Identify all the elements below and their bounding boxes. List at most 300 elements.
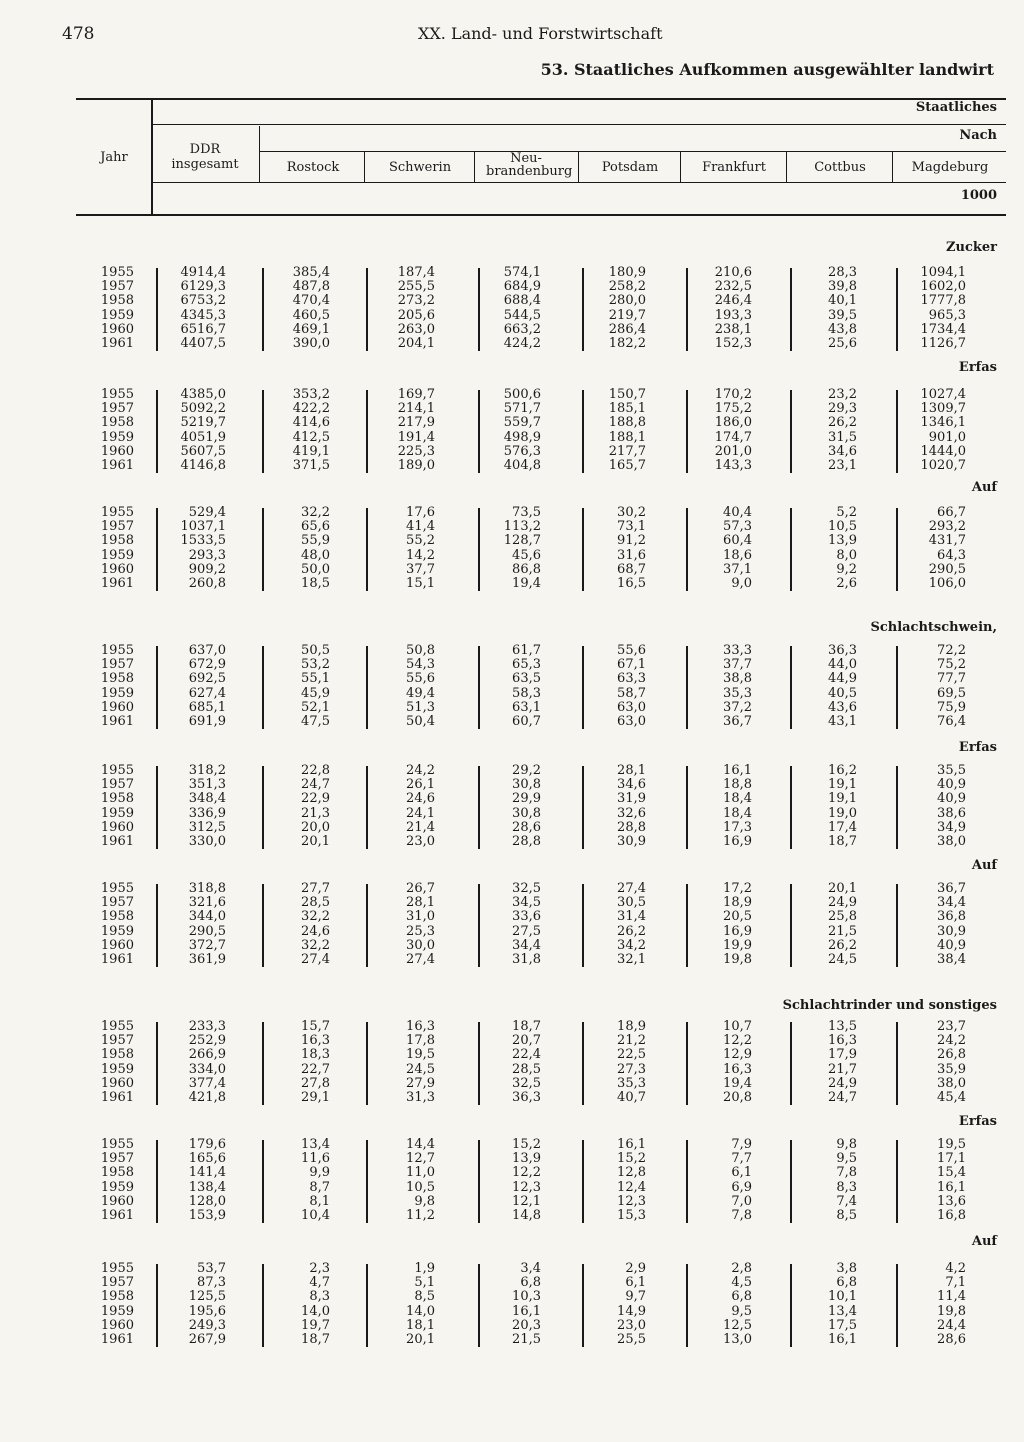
row-value: 11,6 — [301, 1151, 330, 1166]
row-value: 17,2 — [723, 881, 752, 896]
row-value: 348,4 — [188, 791, 226, 806]
row-value: 17,9 — [828, 1047, 857, 1062]
row-value: 16,9 — [723, 834, 752, 849]
row-value: 14,9 — [617, 1304, 646, 1319]
table-row — [0, 1063, 1024, 1077]
table-row — [0, 835, 1024, 849]
row-value: 318,2 — [188, 763, 226, 778]
row-value: 255,5 — [397, 279, 435, 294]
row-value: 8,3 — [836, 1180, 857, 1195]
row-year: 1958 — [100, 909, 134, 924]
row-value: 47,5 — [301, 714, 330, 729]
row-value: 24,5 — [828, 952, 857, 967]
table-row — [0, 1077, 1024, 1091]
row-value: 40,4 — [723, 505, 752, 520]
header-nach: Nach — [959, 128, 997, 143]
row-value: 174,7 — [714, 430, 752, 445]
row-year: 1960 — [100, 562, 134, 577]
section-title: Schlachtschwein, — [870, 620, 997, 635]
row-value: 22,9 — [301, 791, 330, 806]
row-value: 179,6 — [188, 1137, 226, 1152]
row-year: 1957 — [100, 1033, 134, 1048]
row-value: 663,2 — [503, 322, 541, 337]
row-value: 113,2 — [503, 519, 541, 534]
row-value: 18,8 — [723, 777, 752, 792]
table-row — [0, 309, 1024, 323]
row-value: 36,7 — [937, 881, 966, 896]
row-value: 28,8 — [512, 834, 541, 849]
row-value: 3,8 — [836, 1261, 857, 1276]
row-value: 38,0 — [937, 834, 966, 849]
row-value: 1037,1 — [180, 519, 226, 534]
table-row — [0, 388, 1024, 402]
row-value: 330,0 — [188, 834, 226, 849]
row-value: 15,1 — [406, 576, 435, 591]
row-value: 20,5 — [723, 909, 752, 924]
row-value: 13,9 — [828, 533, 857, 548]
row-value: 4345,3 — [180, 308, 226, 323]
row-value: 9,8 — [414, 1194, 435, 1209]
row-value: 293,2 — [928, 519, 966, 534]
row-value: 16,8 — [937, 1208, 966, 1223]
row-value: 69,5 — [937, 686, 966, 701]
row-value: 40,9 — [937, 938, 966, 953]
row-value: 20,1 — [301, 834, 330, 849]
row-value: 16,2 — [828, 763, 857, 778]
row-value: 18,3 — [301, 1047, 330, 1062]
row-year: 1955 — [100, 881, 134, 896]
row-value: 909,2 — [188, 562, 226, 577]
table-title: 53. Staatliches Aufkommen ausgewählter landwirt — [540, 60, 994, 79]
table-row — [0, 534, 1024, 548]
row-value: 125,5 — [188, 1289, 226, 1304]
row-value: 141,4 — [188, 1165, 226, 1180]
row-value: 53,2 — [301, 657, 330, 672]
row-value: 50,4 — [406, 714, 435, 729]
row-year: 1959 — [100, 686, 134, 701]
row-value: 143,3 — [714, 458, 752, 473]
row-year: 1958 — [100, 533, 134, 548]
row-value: 691,9 — [188, 714, 226, 729]
row-value: 73,1 — [617, 519, 646, 534]
row-value: 7,9 — [731, 1137, 752, 1152]
section-title: Schlachtrinder und sonstiges — [782, 998, 997, 1013]
row-value: 20,7 — [512, 1033, 541, 1048]
header-ddr: DDR insgesamt — [171, 142, 239, 172]
row-value: 50,5 — [301, 643, 330, 658]
row-value: 16,1 — [937, 1180, 966, 1195]
row-value: 12,7 — [406, 1151, 435, 1166]
row-value: 318,8 — [188, 881, 226, 896]
row-value: 4,7 — [309, 1275, 330, 1290]
row-value: 266,9 — [188, 1047, 226, 1062]
row-value: 3,4 — [520, 1261, 541, 1276]
row-value: 28,6 — [937, 1332, 966, 1347]
table-row — [0, 280, 1024, 294]
row-year: 1955 — [100, 1019, 134, 1034]
row-value: 19,9 — [723, 938, 752, 953]
row-year: 1961 — [100, 1090, 134, 1105]
row-value: 18,4 — [723, 806, 752, 821]
row-value: 16,3 — [406, 1019, 435, 1034]
row-value: 2,6 — [836, 576, 857, 591]
table-row — [0, 807, 1024, 821]
row-value: 4146,8 — [180, 458, 226, 473]
row-value: 6,8 — [836, 1275, 857, 1290]
row-year: 1957 — [100, 279, 134, 294]
table-row — [0, 1048, 1024, 1062]
row-year: 1955 — [100, 387, 134, 402]
row-value: 16,3 — [723, 1062, 752, 1077]
row-year: 1961 — [100, 1332, 134, 1347]
row-value: 201,0 — [714, 444, 752, 459]
column-divider — [786, 152, 787, 182]
row-value: 16,3 — [301, 1033, 330, 1048]
column-header: Rostock — [286, 160, 340, 175]
row-value: 23,1 — [828, 458, 857, 473]
table-row — [0, 715, 1024, 729]
row-value: 17,3 — [723, 820, 752, 835]
table-row — [0, 459, 1024, 473]
row-value: 27,5 — [512, 924, 541, 939]
row-value: 18,5 — [301, 576, 330, 591]
row-value: 574,1 — [503, 265, 541, 280]
row-value: 498,9 — [503, 430, 541, 445]
row-value: 63,1 — [512, 700, 541, 715]
row-value: 19,8 — [723, 952, 752, 967]
row-value: 30,5 — [617, 895, 646, 910]
row-value: 27,9 — [406, 1076, 435, 1091]
row-value: 6,9 — [731, 1180, 752, 1195]
row-value: 13,4 — [828, 1304, 857, 1319]
row-value: 20,8 — [723, 1090, 752, 1105]
row-value: 19,4 — [723, 1076, 752, 1091]
row-value: 544,5 — [503, 308, 541, 323]
row-value: 8,1 — [309, 1194, 330, 1209]
table-row — [0, 1034, 1024, 1048]
section-title: Auf — [971, 858, 997, 873]
column-header: Schwerin — [388, 160, 452, 175]
row-value: 60,7 — [512, 714, 541, 729]
row-value: 55,1 — [301, 671, 330, 686]
row-value: 44,0 — [828, 657, 857, 672]
table-row — [0, 896, 1024, 910]
row-value: 18,4 — [723, 791, 752, 806]
row-value: 361,9 — [188, 952, 226, 967]
row-value: 39,8 — [828, 279, 857, 294]
row-value: 6516,7 — [180, 322, 226, 337]
row-value: 377,4 — [188, 1076, 226, 1091]
row-value: 12,8 — [617, 1165, 646, 1180]
row-year: 1960 — [100, 322, 134, 337]
table-row — [0, 1290, 1024, 1304]
table-row — [0, 925, 1024, 939]
row-value: 165,7 — [608, 458, 646, 473]
row-value: 32,5 — [512, 881, 541, 896]
row-value: 12,9 — [723, 1047, 752, 1062]
row-value: 23,0 — [406, 834, 435, 849]
row-value: 86,8 — [512, 562, 541, 577]
row-value: 186,0 — [714, 415, 752, 430]
row-value: 252,9 — [188, 1033, 226, 1048]
row-value: 150,7 — [608, 387, 646, 402]
row-value: 36,8 — [937, 909, 966, 924]
table-row — [0, 821, 1024, 835]
row-value: 28,3 — [828, 265, 857, 280]
row-value: 19,0 — [828, 806, 857, 821]
table-row — [0, 644, 1024, 658]
row-value: 52,1 — [301, 700, 330, 715]
table-row — [0, 792, 1024, 806]
row-value: 1444,0 — [920, 444, 966, 459]
table-row — [0, 1091, 1024, 1105]
row-value: 48,0 — [301, 548, 330, 563]
row-year: 1960 — [100, 700, 134, 715]
row-value: 17,5 — [828, 1318, 857, 1333]
row-value: 26,1 — [406, 777, 435, 792]
row-value: 35,3 — [617, 1076, 646, 1091]
header-nach-rule — [260, 151, 1006, 152]
row-value: 336,9 — [188, 806, 226, 821]
row-value: 106,0 — [928, 576, 966, 591]
row-value: 21,2 — [617, 1033, 646, 1048]
row-value: 31,9 — [617, 791, 646, 806]
row-value: 23,2 — [828, 387, 857, 402]
row-value: 18,9 — [617, 1019, 646, 1034]
row-value: 20,0 — [301, 820, 330, 835]
row-value: 6,1 — [731, 1165, 752, 1180]
row-value: 10,4 — [301, 1208, 330, 1223]
row-value: 15,3 — [617, 1208, 646, 1223]
row-value: 334,0 — [188, 1062, 226, 1077]
row-value: 34,6 — [828, 444, 857, 459]
row-value: 487,8 — [292, 279, 330, 294]
row-value: 182,2 — [608, 336, 646, 351]
row-value: 72,2 — [937, 643, 966, 658]
table-row — [0, 910, 1024, 924]
row-value: 22,7 — [301, 1062, 330, 1077]
column-divider — [474, 152, 475, 182]
row-value: 2,3 — [309, 1261, 330, 1276]
row-value: 225,3 — [397, 444, 435, 459]
row-value: 16,3 — [828, 1033, 857, 1048]
row-value: 87,3 — [197, 1275, 226, 1290]
table-row — [0, 1276, 1024, 1290]
row-value: 30,9 — [617, 834, 646, 849]
row-value: 35,5 — [937, 763, 966, 778]
row-value: 5219,7 — [180, 415, 226, 430]
row-value: 55,2 — [406, 533, 435, 548]
row-value: 1,9 — [414, 1261, 435, 1276]
row-value: 5607,5 — [180, 444, 226, 459]
row-value: 1346,1 — [920, 415, 966, 430]
header-staatliches: Staatliches — [915, 100, 997, 115]
row-year: 1961 — [100, 576, 134, 591]
table-row — [0, 1020, 1024, 1034]
row-value: 24,2 — [406, 763, 435, 778]
row-year: 1955 — [100, 1137, 134, 1152]
column-header: Frankfurt — [702, 160, 766, 175]
row-value: 75,2 — [937, 657, 966, 672]
row-year: 1955 — [100, 505, 134, 520]
row-year: 1959 — [100, 1062, 134, 1077]
row-value: 12,4 — [617, 1180, 646, 1195]
row-value: 965,3 — [928, 308, 966, 323]
row-value: 205,6 — [397, 308, 435, 323]
row-value: 267,9 — [188, 1332, 226, 1347]
row-year: 1955 — [100, 265, 134, 280]
row-value: 19,1 — [828, 791, 857, 806]
row-value: 1020,7 — [920, 458, 966, 473]
row-value: 27,8 — [301, 1076, 330, 1091]
row-value: 39,5 — [828, 308, 857, 323]
table-row — [0, 1319, 1024, 1333]
row-value: 91,2 — [617, 533, 646, 548]
row-value: 2,9 — [625, 1261, 646, 1276]
row-value: 15,7 — [301, 1019, 330, 1034]
row-value: 68,7 — [617, 562, 646, 577]
row-value: 14,0 — [301, 1304, 330, 1319]
row-value: 14,0 — [406, 1304, 435, 1319]
row-value: 128,0 — [188, 1194, 226, 1209]
row-value: 29,3 — [828, 401, 857, 416]
row-value: 20,1 — [406, 1332, 435, 1347]
chapter-title: XX. Land- und Forstwirtschaft — [418, 24, 663, 43]
row-value: 30,8 — [512, 777, 541, 792]
row-value: 24,2 — [937, 1033, 966, 1048]
row-value: 286,4 — [608, 322, 646, 337]
table-row — [0, 1138, 1024, 1152]
row-year: 1957 — [100, 1151, 134, 1166]
row-value: 351,3 — [188, 777, 226, 792]
row-year: 1957 — [100, 777, 134, 792]
row-value: 43,1 — [828, 714, 857, 729]
row-value: 165,6 — [188, 1151, 226, 1166]
row-value: 210,6 — [714, 265, 752, 280]
row-value: 9,0 — [731, 576, 752, 591]
table-row — [0, 294, 1024, 308]
row-value: 28,1 — [406, 895, 435, 910]
row-value: 33,6 — [512, 909, 541, 924]
row-value: 63,0 — [617, 700, 646, 715]
table-row — [0, 1333, 1024, 1347]
row-value: 55,9 — [301, 533, 330, 548]
row-value: 66,7 — [937, 505, 966, 520]
row-year: 1958 — [100, 671, 134, 686]
row-value: 33,3 — [723, 643, 752, 658]
row-year: 1959 — [100, 924, 134, 939]
row-value: 19,5 — [406, 1047, 435, 1062]
row-value: 344,0 — [188, 909, 226, 924]
row-value: 16,5 — [617, 576, 646, 591]
row-value: 29,1 — [301, 1090, 330, 1105]
row-value: 312,5 — [188, 820, 226, 835]
row-value: 21,4 — [406, 820, 435, 835]
row-value: 24,7 — [828, 1090, 857, 1105]
table-row — [0, 1166, 1024, 1180]
row-year: 1959 — [100, 806, 134, 821]
row-value: 63,5 — [512, 671, 541, 686]
row-value: 75,9 — [937, 700, 966, 715]
row-value: 263,0 — [397, 322, 435, 337]
row-year: 1955 — [100, 643, 134, 658]
row-value: 7,0 — [731, 1194, 752, 1209]
row-value: 500,6 — [503, 387, 541, 402]
row-value: 5092,2 — [180, 401, 226, 416]
table-row — [0, 687, 1024, 701]
row-value: 1094,1 — [920, 265, 966, 280]
row-value: 421,8 — [188, 1090, 226, 1105]
row-value: 60,4 — [723, 533, 752, 548]
column-header: Cottbus — [814, 160, 866, 175]
row-value: 26,7 — [406, 881, 435, 896]
row-value: 26,2 — [828, 938, 857, 953]
row-value: 18,7 — [512, 1019, 541, 1034]
row-value: 31,8 — [512, 952, 541, 967]
row-value: 12,3 — [617, 1194, 646, 1209]
table-row — [0, 577, 1024, 591]
row-value: 40,7 — [617, 1090, 646, 1105]
row-value: 73,5 — [512, 505, 541, 520]
row-value: 11,2 — [406, 1208, 435, 1223]
row-value: 54,3 — [406, 657, 435, 672]
row-year: 1958 — [100, 293, 134, 308]
row-value: 6,8 — [520, 1275, 541, 1290]
header-ddr-divider — [259, 126, 260, 182]
row-value: 24,6 — [301, 924, 330, 939]
row-value: 36,7 — [723, 714, 752, 729]
row-year: 1961 — [100, 458, 134, 473]
row-value: 30,8 — [512, 806, 541, 821]
row-value: 290,5 — [928, 562, 966, 577]
row-value: 191,4 — [397, 430, 435, 445]
row-value: 55,6 — [406, 671, 435, 686]
row-value: 43,8 — [828, 322, 857, 337]
row-value: 34,4 — [512, 938, 541, 953]
row-value: 13,9 — [512, 1151, 541, 1166]
row-value: 21,5 — [512, 1332, 541, 1347]
row-value: 424,2 — [503, 336, 541, 351]
row-value: 30,9 — [937, 924, 966, 939]
row-value: 152,3 — [714, 336, 752, 351]
row-value: 12,1 — [512, 1194, 541, 1209]
row-value: 21,5 — [828, 924, 857, 939]
row-value: 55,6 — [617, 643, 646, 658]
row-year: 1958 — [100, 1047, 134, 1062]
row-value: 32,2 — [301, 909, 330, 924]
row-year: 1959 — [100, 1304, 134, 1319]
row-value: 64,3 — [937, 548, 966, 563]
row-value: 65,3 — [512, 657, 541, 672]
row-year: 1957 — [100, 519, 134, 534]
row-value: 204,1 — [397, 336, 435, 351]
table-row — [0, 939, 1024, 953]
row-value: 4,5 — [731, 1275, 752, 1290]
row-value: 13,5 — [828, 1019, 857, 1034]
row-value: 28,1 — [617, 763, 646, 778]
header-top-rule — [76, 98, 1006, 100]
row-value: 219,7 — [608, 308, 646, 323]
row-value: 35,9 — [937, 1062, 966, 1077]
page-number: 478 — [62, 24, 95, 44]
header-unit: 1000 — [960, 188, 997, 203]
row-value: 21,7 — [828, 1062, 857, 1077]
row-value: 19,8 — [937, 1304, 966, 1319]
row-value: 37,7 — [406, 562, 435, 577]
row-value: 238,1 — [714, 322, 752, 337]
row-value: 414,6 — [292, 415, 330, 430]
row-value: 16,1 — [828, 1332, 857, 1347]
